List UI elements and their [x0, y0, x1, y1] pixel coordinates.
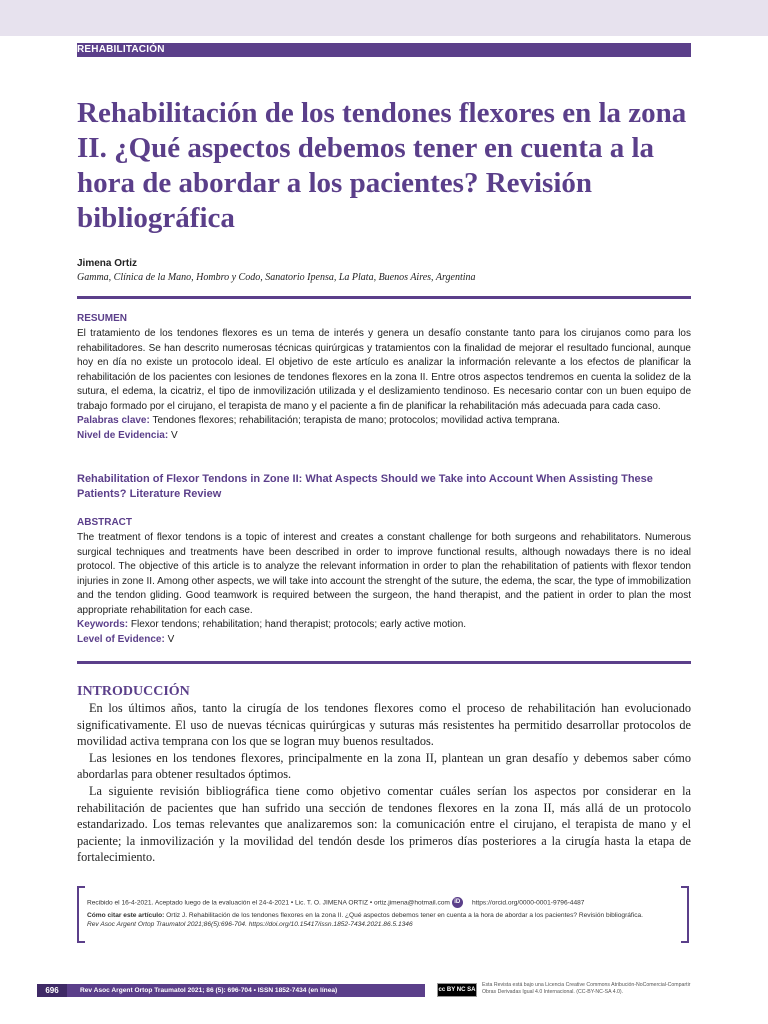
section-label-text: REHABILITACIÓN	[77, 44, 165, 55]
keywords-label-en: Keywords:	[77, 619, 129, 630]
resumen-heading: RESUMEN	[77, 313, 128, 324]
intro-body	[77, 700, 691, 866]
intro-paragraph: La siguiente revisión bibliográfica tiene como objetivo comentar cuáles serían los aspectos por considerar en la rehabilitación de pacientes que han sufrido una sección de tendones flexores en la zona II, más allá de un protocolo estandarizado. Los temas relevantes que analizaremos son: la comunicación entre el cirujano, el terapista de mano y el paciente; la inmovilización y la movilidad del tendón desde los primeros días posteriores a la cirugía hasta la etapa de fortalecimiento.	[77, 783, 691, 865]
evidence-value-en: V	[167, 633, 175, 645]
abstract-text: The treatment of flexor tendons is a topic of interest and creates a constant challenge for both surgeons and rehabilitators. Numerous surgical techniques and treatments have been described in order to improve functional results, although nowadays there is no ideal protocol. The objective of this article is to analyze the relevant information in order to plan the rehabilitation of patients with flexor tendon injuries in zone II. Among other aspects, we will take into account the strenght of the suture, the edema, the scar, the type of immobilization and the tendon gliding. Good teamwork is required between the surgeon, the hand therapist, and the patient in order to plan the most appropriate rehabilitation for each case.	[77, 532, 691, 616]
footnote-bracket-right	[681, 886, 689, 943]
footnote-bracket-left	[77, 886, 85, 943]
resumen-evidence	[77, 429, 691, 444]
resumen-text: El tratamiento de los tendones flexores es un tema de interés y genera un desafío constante tanto para los cirujanos como para los rehabilitadores. Se han descrito numerosas técnicas quirúrgicas y tratamientos con la finalidad de mejorar el resultado funcional, aunque hoy en día no existe un protocolo ideal. El objetivo de este artículo es analizar la información relevante a los efectos de planificar la rehabilitación de los pacientes con lesiones de tendones flexores en la zona II. Entre otros aspectos tendremos en cuenta la solidez de la sutura, el edema, la cicatriz, el tipo de inmovilización utilizada y el deslizamiento tendinoso. Es necesario contar con un buen equipo de trabajo formado por el cirujano, el terapista de mano y el paciente a fin de planificar la rehabilitación más adecuada para cada caso.	[77, 328, 691, 412]
keywords-label: Palabras clave:	[77, 415, 150, 426]
author-affiliation: Gamma, Clínica de la Mano, Hombro y Codo, Sanatorio Ipensa, La Plata, Buenos Aires, Argentina	[77, 272, 476, 283]
keywords-value: Tendones flexores; rehabilitación; terapista de mano; protocolos; movilidad activa temprana.	[152, 415, 560, 426]
intro-paragraph: En los últimos años, tanto la cirugía de los tendones flexores como el proceso de rehabilitación han evolucionado significativamente. El uso de nuevas técnicas quirúrgicas y suturas más resistentes ha permitido desarrollar protocolos de movilidad activa temprana con los que se logran muy buenos resultados.	[77, 701, 691, 749]
page-number: 696	[37, 984, 67, 997]
cite-text: Ortiz J. Rehabilitación de los tendones flexores en la zona II. ¿Qué aspectos debemos tener en cuenta a la hora de abordar a los pacientes? Revisión bibliográfica.	[166, 912, 644, 919]
evidence-label-en: Level of Evidence:	[77, 633, 165, 645]
english-title: Rehabilitation of Flexor Tendons in Zone II: What Aspects Should we Take into Account When Assisting These Patients? Literature Review	[77, 473, 653, 500]
keywords-value-en: Flexor tendons; rehabilitation; hand therapist; protocols; early active motion.	[130, 619, 467, 630]
divider-bottom	[77, 661, 691, 664]
evidence-label: Nivel de Evidencia:	[77, 429, 169, 441]
abstract-block	[77, 531, 691, 647]
author-name: Jimena Ortiz	[77, 258, 138, 269]
footnote-cite-ref[interactable]: Rev Asoc Argent Ortop Traumatol 2021;86(5):696-704. https://doi.org/10.15417/issn.1852-7434.2021.86.5.1346	[87, 921, 413, 928]
section-label	[77, 43, 691, 57]
journal-citation: Rev Asoc Argent Ortop Traumatol 2021; 86 (5): 696-704 • ISSN 1852-7434 (en línea)	[80, 987, 338, 994]
received-text: Recibido el 16-4-2021. Aceptado luego de la evaluación el 24-4-2021 • Lic. T. O. JIMENA ORTIZ • ortiz.jimena@hotmail.com	[87, 899, 450, 907]
abstract-evidence	[77, 633, 691, 648]
footnote-received	[87, 897, 584, 908]
intro-heading: INTRODUCCIÓN	[77, 684, 190, 699]
intro-paragraph: Las lesiones en los tendones flexores, principalmente en la zona II, plantean un gran desafío y debemos saber cómo abordarlas para obtener resultados óptimos.	[77, 750, 691, 782]
article-title: Rehabilitación de los tendones flexores en la zona II. ¿Qué aspectos debemos tener en cuenta a la hora de abordar a los pacientes? Revisión bibliográfica	[77, 97, 687, 234]
footnote-cite	[87, 911, 643, 920]
top-band	[0, 0, 768, 36]
abstract-heading: ABSTRACT	[77, 517, 132, 528]
orcid-link[interactable]: https://orcid.org/0000-0001-9796-4487	[471, 899, 585, 907]
evidence-value: V	[170, 429, 178, 441]
cc-license-icon[interactable]: cc BY NC SA	[437, 983, 477, 997]
resumen-block	[77, 327, 691, 443]
license-text: Esta Revista está bajo una Licencia Creative Commons Atribución-NoComercial-Compartir Obras Derivadas Igual 4.0 Internacional. (CC-BY-NC-SA 4.0).	[482, 982, 691, 995]
orcid-icon[interactable]: iD	[452, 897, 463, 908]
divider-top	[77, 296, 691, 299]
cite-label: Cómo citar este artículo:	[87, 912, 165, 919]
abstract-keywords	[77, 618, 691, 633]
resumen-keywords	[77, 414, 691, 429]
